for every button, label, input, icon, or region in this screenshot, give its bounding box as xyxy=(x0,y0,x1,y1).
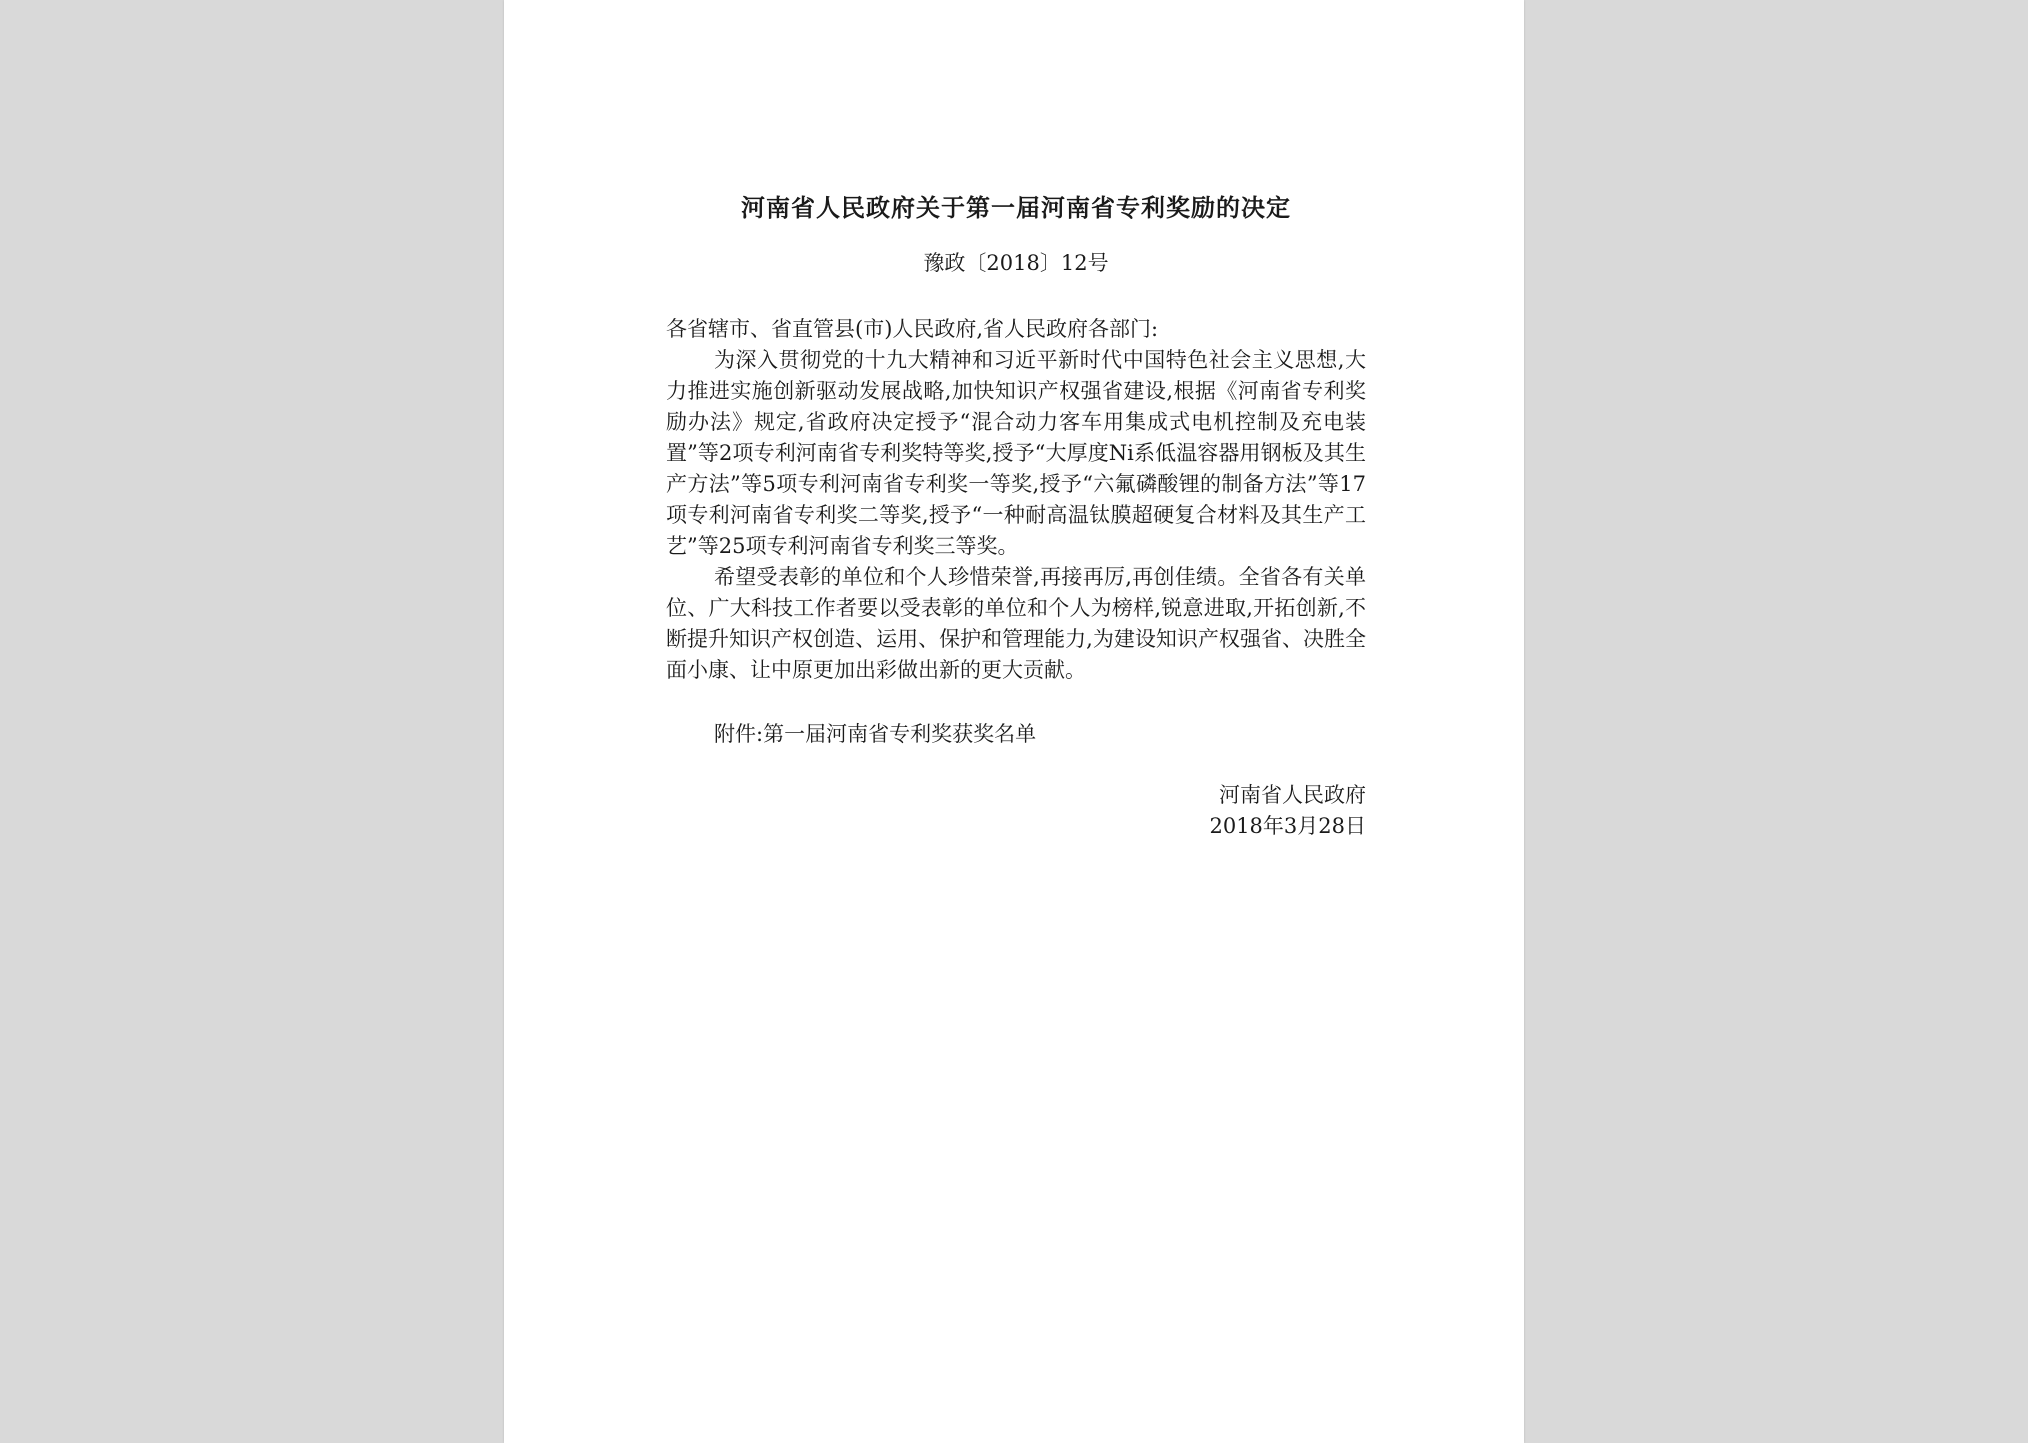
document-body xyxy=(666,178,1366,842)
body-paragraph-1: 为深入贯彻党的十九大精神和习近平新时代中国特色社会主义思想,大力推进实施创新驱动发展战略,加快知识产权强省建设,根据《河南省专利奖励办法》规定,省政府决定授予“混合动力客车用集成式电机控制及充电装置”等2项专利河南省专利奖特等奖,授予“大厚度Ni系低温容器用钢板及其生产方法”等5项专利河南省专利奖一等奖,授予“六氟磷酸锂的制备方法”等17项专利河南省专利奖二等奖,授予“一种耐高温钛膜超硬复合材料及其生产工艺”等25项专利河南省专利奖三等奖。 xyxy=(666,348,1366,558)
body-paragraph-2: 希望受表彰的单位和个人珍惜荣誉,再接再厉,再创佳绩。全省各有关单位、广大科技工作者要以受表彰的单位和个人为榜样,锐意进取,开拓创新,不断提升知识产权创造、运用、保护和管理能力,为建设知识产权强省、决胜全面小康、让中原更加出彩做出新的更大贡献。 xyxy=(666,565,1366,682)
addressee-line: 各省辖市、省直管县(市)人民政府,省人民政府各部门: xyxy=(666,317,1159,341)
issue-date: 2018年3月28日 xyxy=(1209,814,1366,838)
issuer-name: 河南省人民政府 xyxy=(1219,783,1366,807)
document-title: 河南省人民政府关于第一届河南省专利奖励的决定 xyxy=(741,193,1291,222)
document-number: 豫政〔2018〕12号 xyxy=(923,251,1109,275)
document-page xyxy=(504,0,1524,1443)
attachment-note: 附件:第一届河南省专利奖获奖名单 xyxy=(714,722,1037,746)
signature-block xyxy=(666,780,1366,842)
